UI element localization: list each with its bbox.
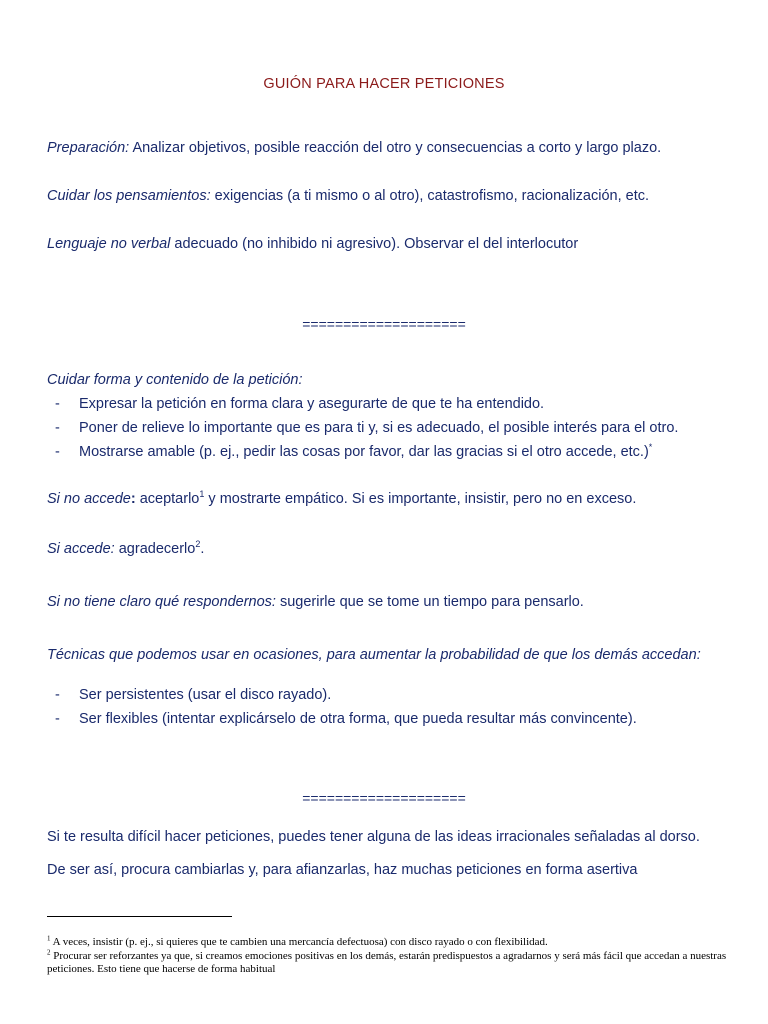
list-item-text: Ser flexibles (intentar explicárselo de otra forma, que pueda resultar más convincente). bbox=[79, 711, 637, 727]
lenguaje-label: Lenguaje no verbal bbox=[47, 236, 171, 252]
no-accede-colon: : bbox=[130, 491, 136, 507]
list-item-text: Poner de relieve lo importante que es para ti y, si es adecuado, el posible interés para el otro. bbox=[79, 420, 679, 436]
tecnicas-label: Técnicas que podemos usar en ocasiones, para aumentar la probabilidad de que los demás accedan: bbox=[47, 647, 701, 663]
list-item bbox=[55, 396, 735, 413]
preparacion-text: Analizar objetivos, posible reacción del otro y consecuencias a corto y largo plazo. bbox=[129, 140, 662, 156]
list-item-text: Mostrarse amable (p. ej., pedir las cosas por favor, dar las gracias si el otro accede, etc.) bbox=[79, 444, 649, 460]
dash-bullet: - bbox=[55, 420, 60, 436]
footnote-ref-2: 2 bbox=[195, 539, 201, 550]
pensamientos-text: exigencias (a ti mismo o al otro), catastrofismo, racionalización, etc. bbox=[210, 188, 650, 204]
no-claro-text: sugerirle que se tome un tiempo para pensarlo. bbox=[275, 594, 584, 610]
dash-bullet: - bbox=[55, 687, 60, 703]
accede-end: . bbox=[200, 541, 205, 557]
closing-paragraph-2: De ser así, procura cambiarlas y, para afianzarlas, haz muchas peticiones en forma asertiva bbox=[47, 862, 638, 878]
separator-1: ==================== bbox=[302, 316, 466, 332]
footnote-divider bbox=[47, 916, 232, 917]
no-accede-text2: y mostrarte empático. Si es importante, insistir, pero no en exceso. bbox=[204, 491, 637, 507]
footnote-text: Procurar ser reforzantes ya que, si creamos emociones positivas en los demás, estarán predispuestos a agradarnos y será más fácil que accedan a nuestras peticiones. Esto tiene que hacerse de forma habitual bbox=[47, 950, 727, 975]
list-item bbox=[55, 420, 735, 437]
asterisk-mark: * bbox=[648, 442, 653, 453]
no-accede-text1: aceptarlo bbox=[135, 491, 200, 507]
dash-bullet: - bbox=[55, 711, 60, 727]
footnote-1 bbox=[47, 936, 727, 949]
footnote-number: 1 bbox=[47, 934, 51, 943]
no-claro-paragraph bbox=[47, 594, 727, 611]
footnote-ref-1: 1 bbox=[199, 489, 205, 500]
accede-paragraph bbox=[47, 541, 727, 558]
lenguaje-text: adecuado (no inhibido ni agresivo). Observar el del interlocutor bbox=[170, 236, 579, 252]
separator-2: ==================== bbox=[302, 790, 466, 806]
list-item bbox=[55, 687, 735, 704]
dash-bullet: - bbox=[55, 444, 60, 460]
preparacion-paragraph bbox=[47, 140, 727, 157]
lenguaje-paragraph bbox=[47, 236, 727, 253]
closing-paragraph-1: Si te resulta difícil hacer peticiones, puedes tener alguna de las ideas irracionales señaladas al dorso. bbox=[47, 829, 700, 845]
page-title: GUIÓN PARA HACER PETICIONES bbox=[263, 76, 505, 92]
accede-label: Si accede: bbox=[47, 541, 115, 557]
dash-bullet: - bbox=[55, 396, 60, 412]
forma-label: Cuidar forma y contenido de la petición: bbox=[47, 372, 303, 388]
preparacion-label: Preparación: bbox=[47, 140, 130, 156]
no-accede-paragraph bbox=[47, 491, 727, 508]
no-accede-label: Si no accede bbox=[47, 491, 131, 507]
list-item-text: Expresar la petición en forma clara y asegurarte de que te ha entendido. bbox=[79, 396, 545, 412]
accede-text: agradecerlo bbox=[114, 541, 196, 557]
list-item-text: Ser persistentes (usar el disco rayado). bbox=[79, 687, 332, 703]
footnote-2 bbox=[47, 950, 727, 976]
list-item bbox=[55, 711, 735, 728]
pensamientos-paragraph bbox=[47, 188, 727, 205]
footnote-number: 2 bbox=[47, 948, 51, 957]
no-claro-label: Si no tiene claro qué respondernos: bbox=[47, 594, 276, 610]
footnote-text: A veces, insistir (p. ej., si quieres que te cambien una mercancía defectuosa) con disco rayado o con flexibilidad. bbox=[50, 936, 548, 948]
pensamientos-label: Cuidar los pensamientos: bbox=[47, 188, 211, 204]
list-item bbox=[55, 444, 735, 461]
